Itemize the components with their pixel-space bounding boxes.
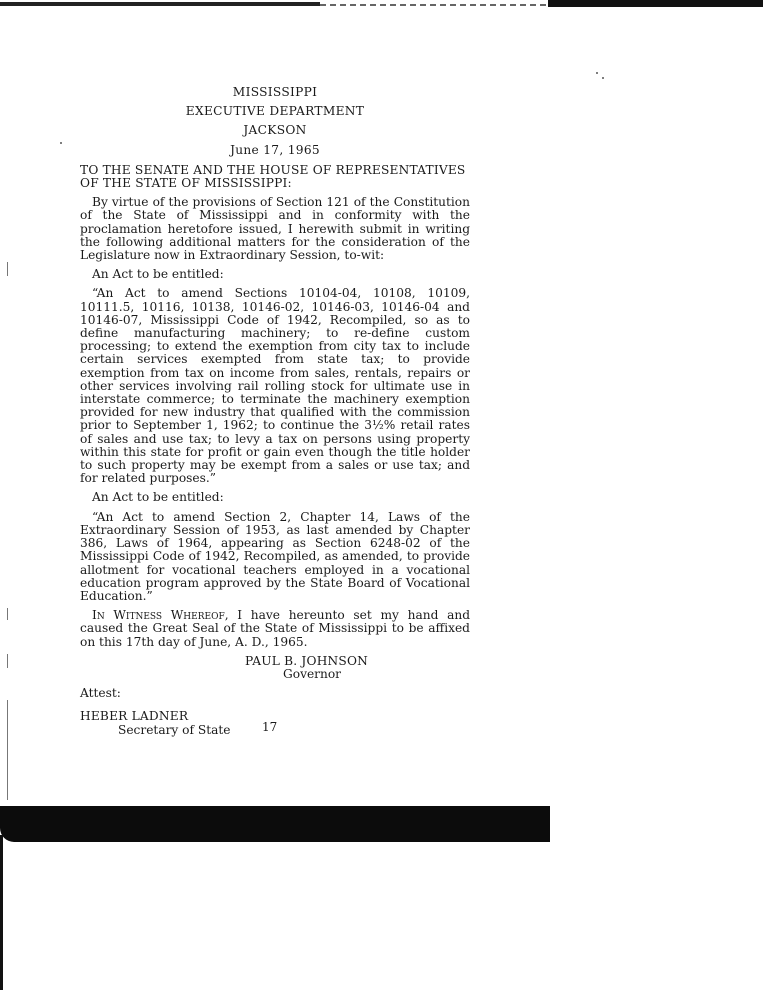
witness-paragraph (80, 609, 470, 649)
page-number: 17 (262, 720, 278, 734)
scan-speck (602, 77, 604, 79)
act-2-text: “An Act to amend Section 2, Chapter 14, Laws of the Extraordinary Session of 1953, as last amended by Chapter 386, Laws of 1964, appearing as Section 6248-02 of the Mississippi Code of 1942, Recompiled, as amended, to provide allotment for vocational teachers employed in a vocational education program approved by the State Board of Vocational Education.” (80, 509, 470, 603)
address-line: TO THE SENATE AND THE HOUSE OF REPRESENTATIVES OF THE STATE OF MISSISSIPPI: (80, 162, 466, 191)
header-city: JACKSON (243, 123, 307, 138)
scan-edge-bottom-band (0, 806, 550, 842)
scan-mark-left (7, 262, 8, 276)
scan-mark-left (7, 700, 8, 800)
scan-edge-top-dash (320, 4, 548, 6)
act-1-text: “An Act to amend Sections 10104-04, 10108, 10109, 10111.5, 10116, 10138, 10146-02, 10146-03, 10146-04 and 10146-07, Mississippi Code of 1942, Recompiled, so as to define manufacturing machinery; to re-define custom processing; to extend the exemption from city tax to include certain services exempted from state tax; to provide exemption from tax on income from sales, rentals, repairs or other services involving rail rolling stock for ultimate use in interstate commerce; to terminate the machinery exemption provided for new industry that qualified with the commission prior to September 1, 1962; to continue the 3½% retail rates of sales and use tax; to levy a tax on persons using property within this state for profit or gain even though the title holder to such property may be exempt from a sales or use tax; and for related purposes.” (80, 286, 470, 486)
intro-paragraph: By virtue of the provisions of Section 121 of the Constitution of the State of Mississippi and in conformity with the proclamation heretofore issued, I herewith submit in writing the following additional matters for the consideration of the Legislature now in Extraordinary Session, to-wit: (80, 195, 470, 263)
attest-title: Secretary of State (118, 722, 231, 737)
scan-mark-left (7, 608, 8, 620)
act-2-label: An Act to be entitled: (92, 490, 224, 505)
header-department: EXECUTIVE DEPARTMENT (185, 104, 365, 119)
header-date: June 17, 1965 (230, 142, 320, 157)
signature-name: PAUL B. JOHNSON (245, 653, 368, 668)
scan-edge-top-left (0, 2, 320, 6)
witness-lead: In Witness Whereof, (92, 608, 229, 623)
scan-edge-page-curl (0, 835, 21, 990)
attest-label: Attest: (80, 686, 121, 701)
act-1-label: An Act to be entitled: (92, 267, 224, 282)
witness-text: I have hereunto set my hand and caused the Great Seal of the State of Mississippi to be affixed on this 17th day of June, A. D., 1965. (80, 608, 470, 649)
scan-edge-top-right (548, 0, 763, 7)
scan-mark-left (7, 654, 8, 668)
scan-speck (60, 142, 62, 144)
attest-name: HEBER LADNER (80, 709, 189, 724)
header-state: MISSISSIPPI (232, 85, 318, 99)
signature-title: Governor (283, 666, 342, 681)
scan-speck (596, 72, 598, 74)
proclamation-document (80, 86, 470, 737)
